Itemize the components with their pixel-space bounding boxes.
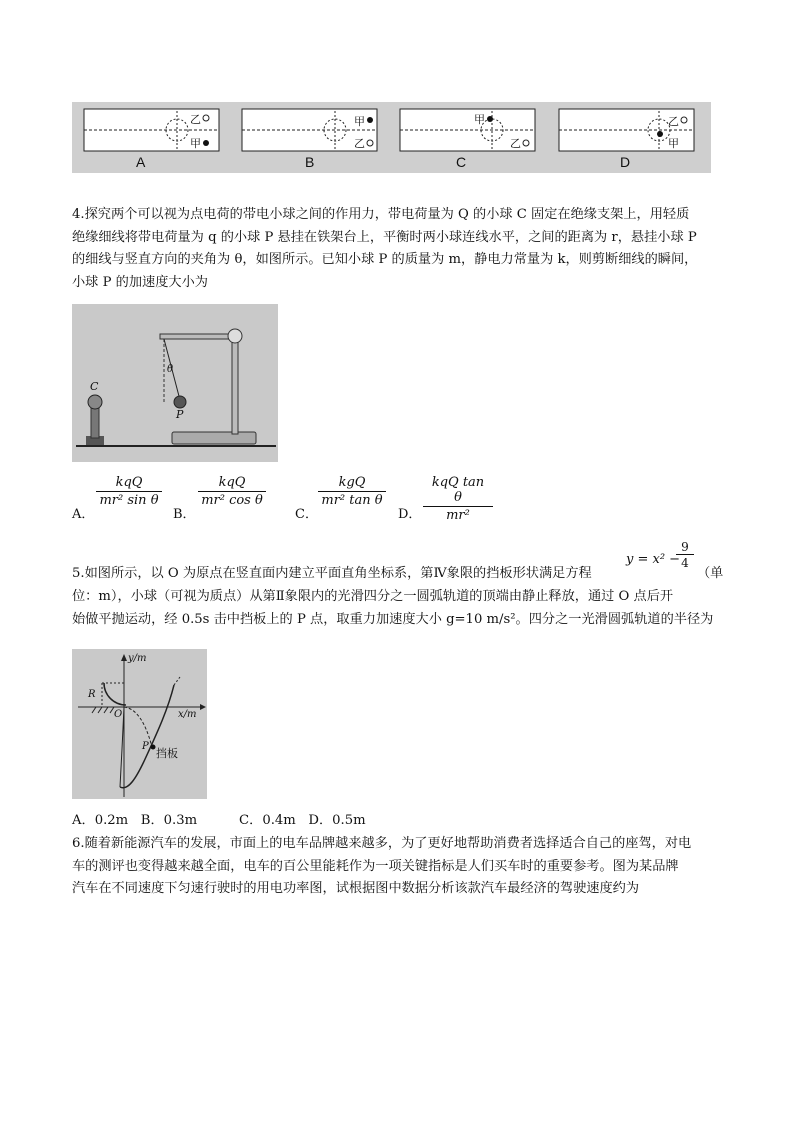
q5-label-r: R [88, 689, 96, 700]
q4-option-a-num: kqQ [96, 475, 162, 492]
question-4-text [72, 204, 732, 294]
track-figure-svg [72, 102, 711, 173]
q4-option-c-fraction [318, 475, 386, 508]
track-figure [72, 102, 711, 173]
q5-figure [72, 649, 207, 799]
q4-option-a-fraction [96, 475, 162, 508]
q4-option-d-fraction [423, 475, 493, 523]
q4-label-c: C [90, 380, 99, 393]
q5-line-1: 5.如图所示，以 O 为原点在竖直面内建立平面直角坐标系，第Ⅳ象限的挡板形状满足方程 [72, 566, 592, 581]
q4-option-b-fraction [198, 475, 266, 508]
q4-figure-svg [72, 304, 278, 462]
q6-line-2: 车的测评也变得越来越全面，电车的百公里能耗作为一项关键指标是人们买车时的重要参考。图为某品牌 [72, 858, 679, 874]
q4-option-b-label: B． [173, 507, 196, 522]
q5-label-y: y/m [128, 653, 147, 664]
q5-label-board: 挡板 [156, 747, 178, 760]
q4-option-c-den: mr² tan θ [321, 493, 383, 508]
panel-d-label: D [620, 154, 631, 170]
q4-option-b-den: mr² cos θ [201, 493, 263, 508]
q4-line-3: 的细线与竖直方向的夹角为 θ，如图所示。已知小球 P 的质量为 m，静电力常量为 k，则剪断细线的瞬间， [72, 252, 698, 267]
q6-line-3: 汽车在不同速度下匀速行驶时的用电功率图，试根据图中数据分析该款汽车最经济的驾驶速度约为 [72, 881, 640, 896]
q5-line-1-unit: （单 [697, 566, 724, 581]
q4-figure [72, 304, 278, 462]
panel-a-mark-1: 乙 [190, 113, 201, 126]
q5-equation-lhs: y = x² − [626, 552, 681, 567]
q4-option-a-label: A． [72, 507, 95, 522]
q4-line-2: 绝缘细线将带电荷量为 q 的小球 P 悬挂在铁架台上，平衡时两小球连线水平，之间的距离为 r，悬挂小球 P [72, 229, 697, 245]
q5-line-2: 位：m），小球（可视为质点）从第Ⅱ象限内的光滑四分之一圆弧轨道的顶端由静止释放，通过 O 点后开 [72, 589, 674, 604]
q5-label-x: x/m [178, 709, 197, 720]
q5-equation-fraction [676, 540, 694, 570]
panel-d-mark-2: 甲 [668, 137, 679, 150]
q5-label-o: O [114, 709, 123, 720]
panel-b-label: B [305, 154, 315, 170]
q4-line-1: 4.探究两个可以视为点电荷的带电小球之间的作用力，带电荷量为 Q 的小球 C 固定在绝缘支架上，用轻质 [72, 207, 690, 222]
q4-line-4: 小球 P 的加速度大小为 [72, 274, 208, 290]
q4-option-d-label: D． [398, 507, 422, 522]
panel-c-mark-1: 甲 [474, 113, 485, 126]
q5-label-p: P [142, 741, 149, 752]
panel-a-mark-2: 甲 [190, 137, 201, 150]
panel-c-mark-2: 乙 [510, 137, 521, 150]
q5-equation-den: 4 [681, 556, 689, 570]
q4-option-c-label: C． [295, 507, 318, 522]
q4-label-p: P [176, 408, 184, 421]
question-6-text [72, 833, 732, 901]
q4-option-c-num: kgQ [318, 475, 386, 492]
q4-option-b-num: kqQ [198, 475, 266, 492]
q5-options: A．0.2m B．0.3m C．0.4m D．0.5m [72, 813, 366, 828]
q5-figure-svg [72, 649, 207, 799]
panel-d-mark-1: 乙 [668, 115, 679, 128]
q4-option-d-num: kqQ tan θ [423, 475, 493, 507]
q5-equation-num: 9 [676, 540, 694, 555]
panel-c-label: C [456, 154, 467, 170]
q4-label-theta: θ [167, 364, 174, 375]
panel-b-mark-2: 乙 [354, 137, 365, 150]
q4-option-d-den: mr² [446, 508, 470, 523]
panel-b-mark-1: 甲 [354, 115, 365, 128]
q4-option-a-den: mr² sin θ [99, 493, 159, 508]
panel-a-label: A [136, 154, 146, 170]
q5-line-3: 始做平抛运动，经 0.5s 击中挡板上的 P 点，取重力加速度大小 g=10 m/s²。四分之一光滑圆弧轨道的半径为 [72, 612, 714, 627]
q6-line-1: 6.随着新能源汽车的发展，市面上的电车品牌越来越多，为了更好地帮助消费者选择适合自己的座驾，对电 [72, 836, 692, 851]
